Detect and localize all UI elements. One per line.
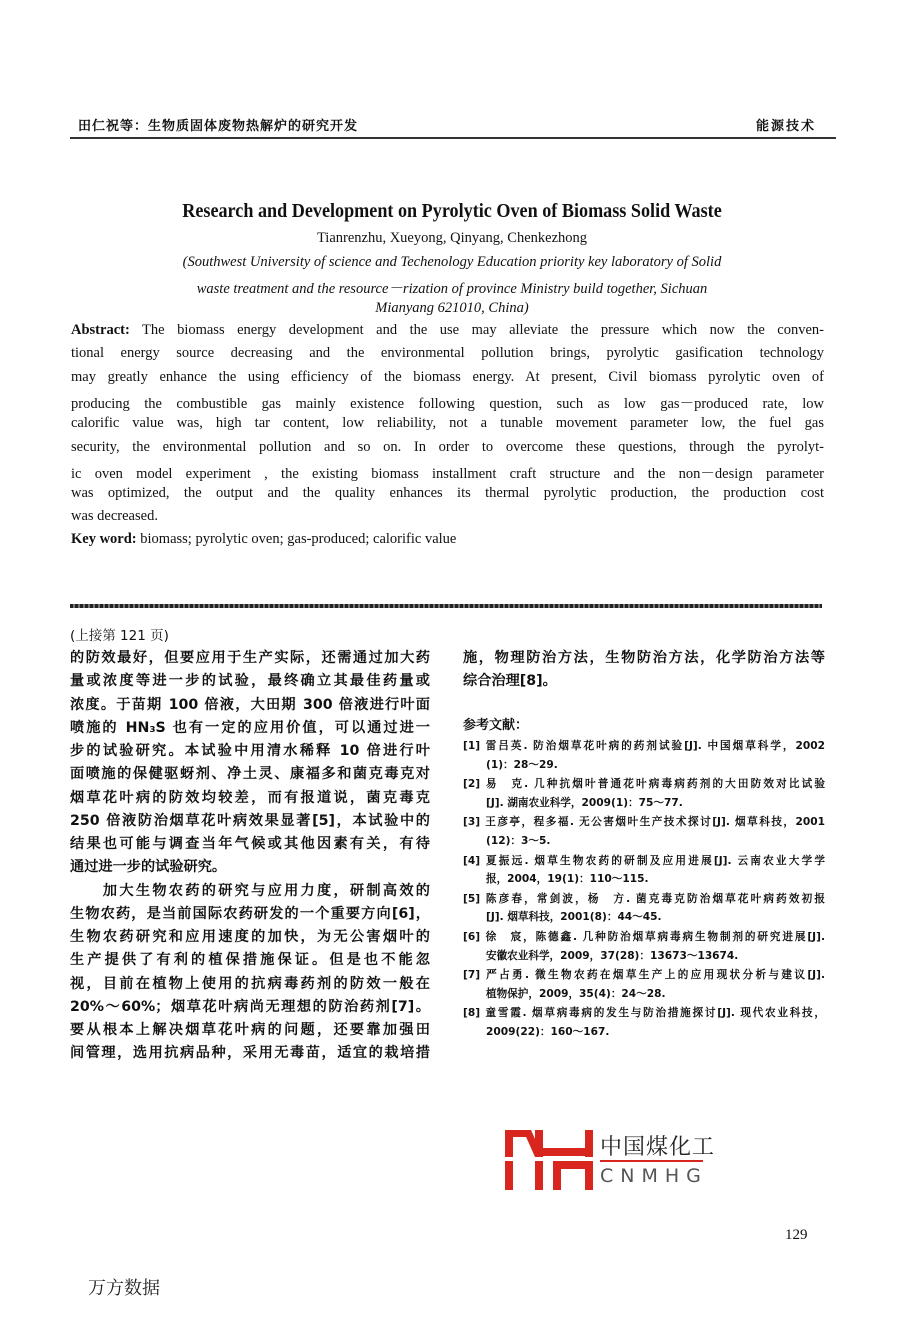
body-text-line: 施，物理防治方法，生物防治方法，化学防治方法等: [463, 650, 825, 666]
body-text-line: 20%～60%；烟草花叶病尚无理想的防治药剂[7]。: [70, 998, 430, 1015]
abstract-text: The biomass energy development and the use may alleviate the pressure which now the conven-: [129, 322, 824, 338]
abstract-line: may greatly enhance the using efficiency of the biomass energy. At present, Civil biomass pyrolytic oven of: [71, 368, 824, 385]
abstract-label: Abstract:: [71, 322, 130, 338]
body-text-line: 间管理，选用抗病品种，采用无毒苗，适宜的栽培措: [70, 1045, 430, 1062]
authors: Tianrenzhu, Xueyong, Qinyang, Chenkezhong: [316, 230, 588, 246]
paper-title: Research and Development on Pyrolytic Oven of Biomass Solid Waste: [182, 201, 722, 222]
affiliation-line: waste treatment and the resource－rization of province Ministry build together, Sichuan: [196, 281, 708, 297]
abstract-line: tional energy source decreasing and the environmental pollution brings, pyrolytic gasification technology: [71, 345, 824, 362]
reference-item-continued: (12)：3～5.: [486, 834, 551, 847]
continued-note: (上接第 121 页): [70, 628, 169, 644]
body-text-line: 生物农药，是当前国际农药研发的一个重要方向[6]，: [70, 905, 430, 922]
reference-item-continued: 植物保护，2009，35(4)：24～28.: [486, 987, 666, 1000]
body-text-line: 喷施的 HN₃S 也有一定的应用价值，可以通过进一: [70, 719, 430, 736]
reference-item-continued: (1)：28～29.: [486, 758, 558, 771]
abstract-line: producing the combustible gas mainly existence following question, such as low gas－produced rate, low: [71, 395, 824, 412]
running-title: 田仁祝等：生物质固体废物热解炉的研究开发: [78, 119, 359, 134]
references-heading: 参考文献：: [463, 718, 529, 733]
section-divider: [70, 604, 822, 608]
body-text-line: 浓度。于苗期 100 倍液，大田期 300 倍液进行叶面: [70, 696, 430, 713]
abstract-line: ic oven model experiment , the existing biomass installment craft structure and the non－design parameter: [71, 465, 824, 482]
footer-source: 万方数据: [88, 1278, 160, 1299]
reference-item: [4] 夏振远. 烟草生物农药的研制及应用进展[J]. 云南农业大学学: [463, 854, 825, 867]
body-text-line: 的防效最好，但要应用于生产实际，还需通过加大药: [70, 650, 430, 666]
reference-item: [8] 童雪霞. 烟草病毒病的发生与防治措施探讨[J]. 现代农业科技，: [463, 1007, 825, 1020]
header-rule: [70, 137, 836, 139]
keywords-text: biomass; pyrolytic oven; gas-produced; calorific value: [136, 531, 457, 547]
body-text-line: 加大生物农药的研究与应用力度，研制高效的: [70, 882, 430, 899]
body-text-line: 烟草花叶病的防效均较差，而有报道说，菌克毒克: [70, 789, 430, 806]
abstract-line: calorific value was, high tar content, low reliability, not a tunable movement parameter low, the fuel gas: [71, 415, 824, 432]
reference-item: [3] 王彦亭，程多福. 无公害烟叶生产技术探讨[J]. 烟草科技，2001: [463, 816, 825, 829]
reference-item-continued: [J]. 烟草科技，2001(8)：44～45.: [486, 911, 662, 924]
reference-item: [1] 雷吕英. 防治烟草花叶病的药剂试验[J]. 中国烟草科学，2002: [463, 740, 825, 752]
body-text-line: 要从根本上解决烟草花叶病的问题，还要靠加强田: [70, 1022, 430, 1038]
keywords: [71, 531, 824, 548]
reference-item: [5] 陈彦春，常剑波，杨 方. 菌克毒克防治烟草花叶病药效初报: [463, 892, 825, 905]
body-text-line: 综合治理[8]。: [463, 673, 557, 690]
abstract-line: was optimized, the output and the quality enhances its thermal pyrolytic production, the production cost: [71, 485, 824, 502]
affiliation-line: Mianyang 621010, China): [375, 300, 529, 316]
reference-item-continued: 2009(22)：160～167.: [486, 1025, 610, 1038]
body-text-line: 视，目前在植物上使用的抗病毒药剂的防效一般在: [70, 975, 430, 992]
body-text-line: 通过进一步的试验研究。: [70, 859, 227, 876]
reference-item-continued: 报，2004，19(1)：110～115.: [486, 873, 649, 886]
body-text-line: 生物农药研究和应用速度的加快，为无公害烟叶的: [70, 929, 430, 945]
affiliation-line: (Southwest University of science and Techenology Education priority key laboratory of Solid: [182, 254, 722, 270]
keywords-label: Key word:: [71, 531, 137, 547]
reference-item-continued: 安徽农业科学，2009，37(28)：13673～13674.: [486, 949, 739, 962]
body-text-line: 面喷施的保健驱蚜剂、净土灵、康福多和菌克毒克对: [70, 766, 430, 783]
logo-en-text: CNMHG: [600, 1165, 708, 1187]
reference-item: [7] 严占勇. 微生物农药在烟草生产上的应用现状分析与建议[J].: [463, 969, 825, 982]
abstract-line: [71, 322, 824, 339]
cnmhg-logo-icon: [505, 1130, 593, 1190]
abstract-line: security, the environmental pollution and so on. In order to overcome these questions, through the pyrolyt-: [71, 438, 824, 455]
body-text-line: 250 倍液防治烟草花叶病效果显著[5]，本试验中的: [70, 812, 430, 829]
reference-item: [6] 徐 宸，陈德鑫. 几种防治烟草病毒病生物制剂的研究进展[J].: [463, 931, 825, 943]
body-text-line: 量或浓度等进一步的试验，最终确立其最佳药量或: [70, 673, 430, 690]
logo-rule: [600, 1160, 703, 1162]
body-text-line: 结果也可能与调查当年气候或其他因素有关，有待: [70, 836, 430, 852]
logo-cn-text: 中国煤化工: [600, 1135, 716, 1160]
body-text-line: 步的试验研究。本试验中用清水稀释 10 倍进行叶: [70, 743, 430, 759]
body-text-line: 生产提供了有利的植保措施保证。但是也不能忽: [70, 952, 430, 969]
reference-item: [2] 易 克. 几种抗烟叶普通花叶病毒病药剂的大田防效对比试验: [463, 778, 825, 791]
page-number: 129: [785, 1227, 808, 1243]
journal-section: 能源技术: [755, 119, 816, 134]
reference-item-continued: [J]. 湖南农业科学，2009(1)：75～77.: [486, 796, 683, 809]
abstract-line: was decreased.: [71, 508, 158, 525]
